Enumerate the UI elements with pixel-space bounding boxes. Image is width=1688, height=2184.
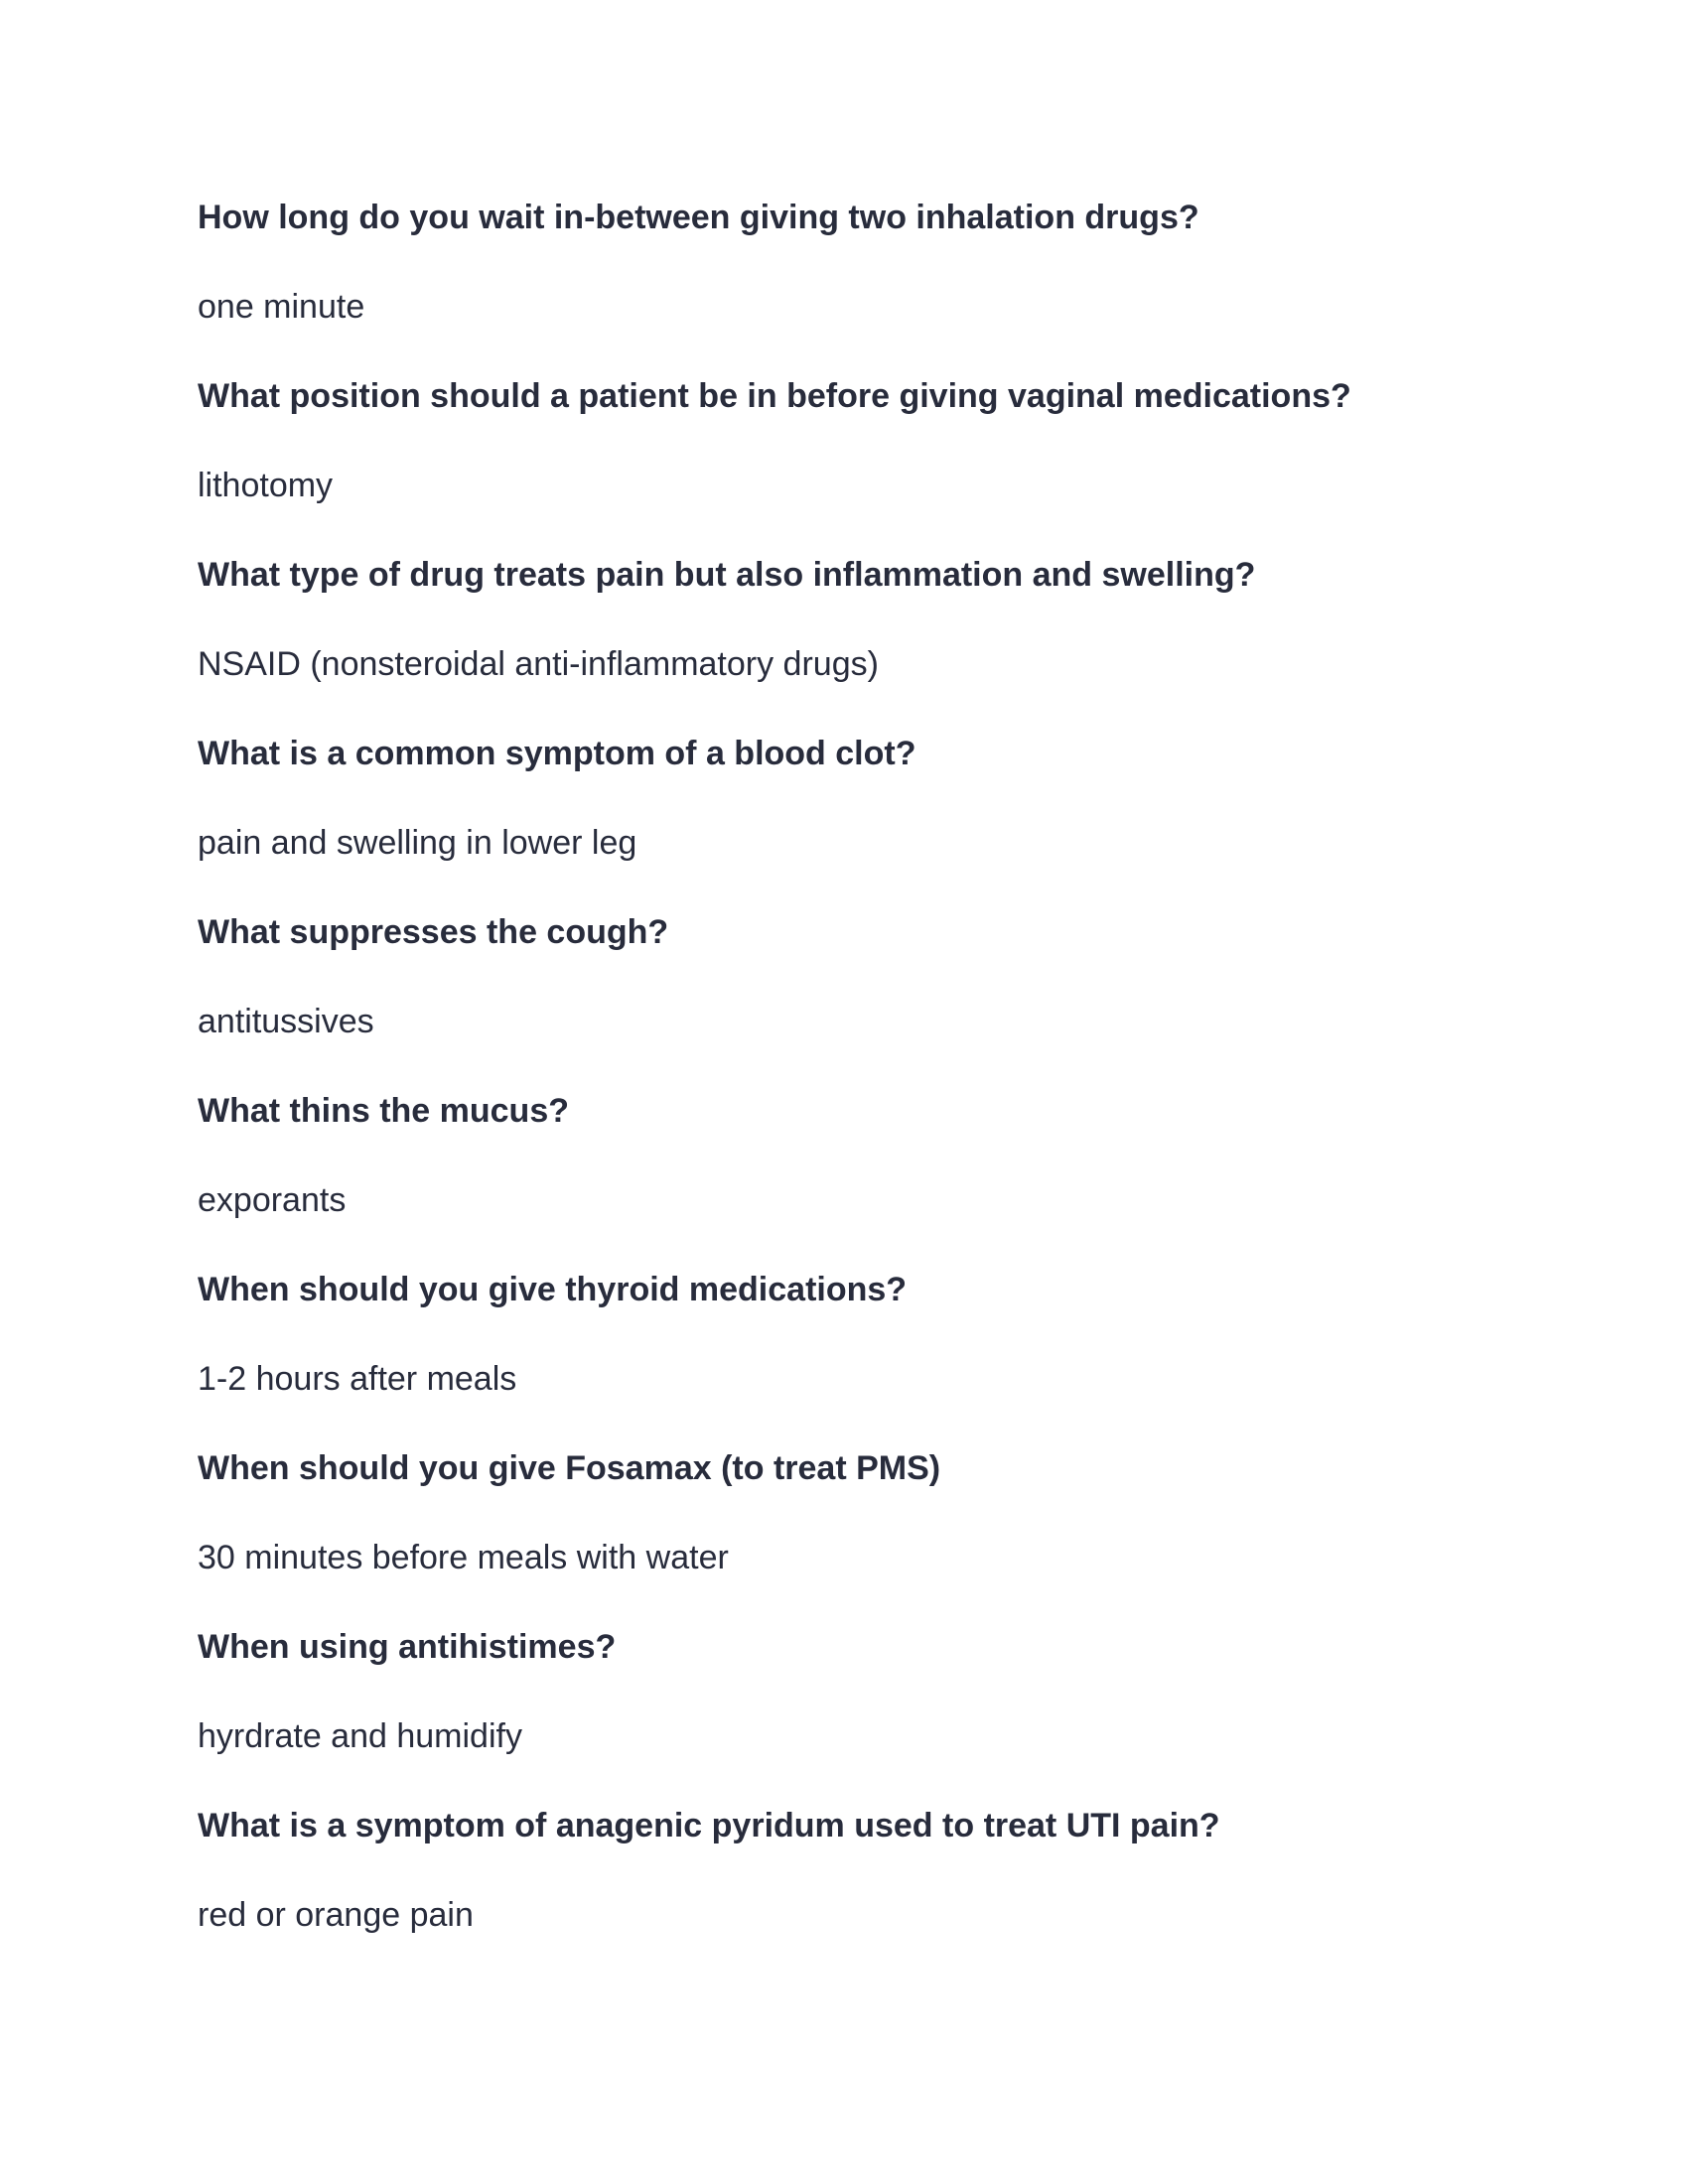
answer-1: one minute [198,288,365,326]
answer-3: NSAID (nonsteroidal anti-inflammatory drugs) [198,645,879,683]
question-1: How long do you wait in-between giving two inhalation drugs? [198,199,1199,236]
question-2: What position should a patient be in before giving vaginal medications? [198,377,1351,415]
answer-2: lithotomy [198,467,334,504]
answer-10: red or orange pain [198,1896,474,1934]
question-3: What type of drug treats pain but also inflammation and swelling? [198,556,1256,594]
question-9: When using antihistimes? [198,1628,617,1666]
question-6: What thins the mucus? [198,1092,569,1130]
question-5: What suppresses the cough? [198,913,669,951]
answer-9: hyrdrate and humidify [198,1717,522,1755]
question-10: What is a symptom of anagenic pyridum used to treat UTI pain? [198,1807,1220,1844]
answer-8: 30 minutes before meals with water [198,1539,729,1576]
answer-6: exporants [198,1181,347,1219]
question-7: When should you give thyroid medications? [198,1271,908,1308]
answer-7: 1-2 hours after meals [198,1360,517,1398]
answer-4: pain and swelling in lower leg [198,824,637,862]
question-4: What is a common symptom of a blood clot? [198,735,916,772]
answer-5: antitussives [198,1003,374,1040]
question-8: When should you give Fosamax (to treat PMS) [198,1449,941,1487]
